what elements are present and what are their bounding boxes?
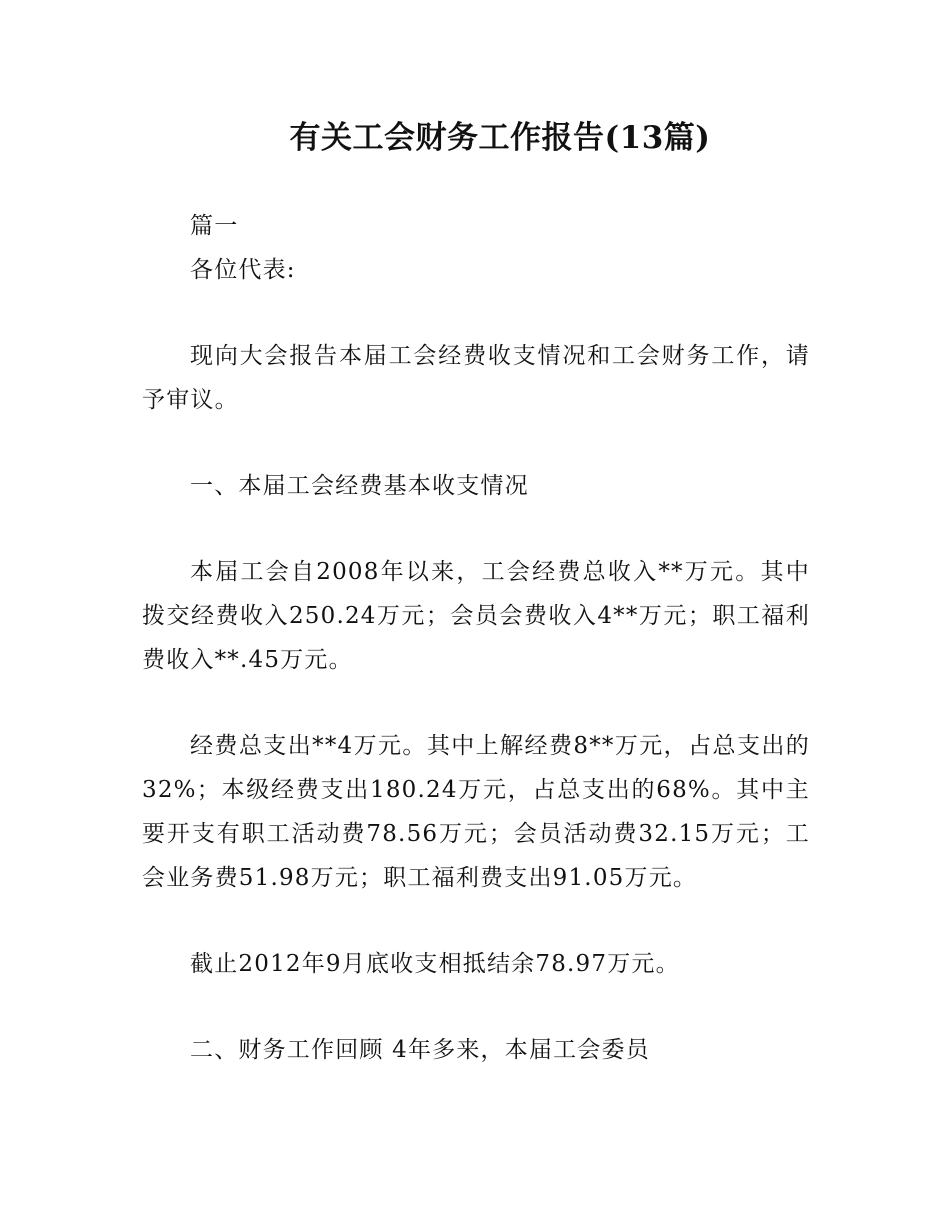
paragraph-income: 本届工会自2008年以来，工会经费总收入**万元。其中拨交经费收入250.24万元；会员会费收入4**万元；职工福利费收入**.45万元。 [142, 559, 810, 673]
paragraph-expenditure: 经费总支出**4万元。其中上解经费8**万元，占总支出的32%；本级经费支出180.24万元，占总支出的68%。其中主要开支有职工活动费78.56万元；会员活动费32.15万元；工会业务费51.98万元；职工福利费支出91.05万元。 [142, 733, 810, 891]
section-heading: 篇一 [190, 213, 239, 239]
paragraph-balance: 截止2012年9月底收支相抵结余78.97万元。 [190, 951, 680, 977]
document-body [142, 204, 810, 1072]
paragraph-intro: 现向大会报告本届工会经费收支情况和工会财务工作，请予审议。 [142, 343, 810, 413]
document-title: 有关工会财务工作报告(13篇) [289, 120, 711, 156]
paragraph-spacer [142, 900, 810, 942]
section-heading-2: 二、财务工作回顾 4年多来，本届工会委员 [190, 1037, 650, 1063]
paragraph-spacer [142, 508, 810, 550]
salutation: 各位代表: [190, 257, 296, 283]
section-heading-1: 一、本届工会经费基本收支情况 [190, 473, 529, 499]
paragraph-spacer [142, 422, 810, 464]
paragraph-spacer [142, 682, 810, 724]
paragraph-spacer [142, 292, 810, 334]
paragraph-spacer [142, 986, 810, 1028]
